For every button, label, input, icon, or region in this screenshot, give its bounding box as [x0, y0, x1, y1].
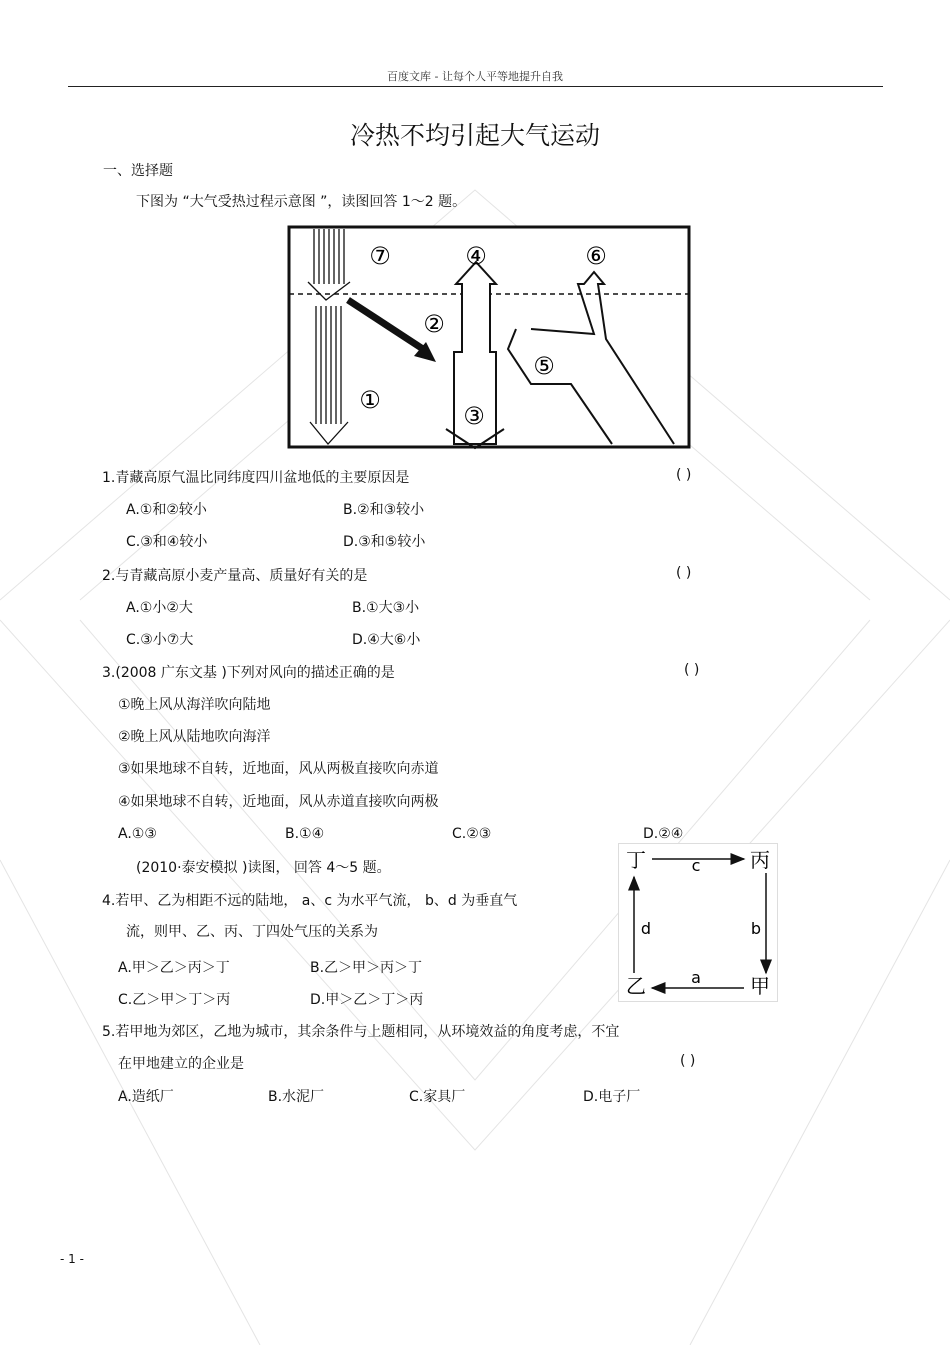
corner-bing: 丙 [750, 848, 770, 872]
q2-option-d: D.④大⑥小 [352, 632, 421, 648]
q3-option-c: C.②③ [452, 826, 492, 842]
q5-option-b: B.水泥厂 [268, 1089, 325, 1105]
label-5: ⑤ [533, 352, 555, 380]
section-heading: 一、选择题 [103, 163, 173, 179]
q3-option-a: A.①③ [118, 826, 157, 842]
label-d: d [640, 919, 652, 938]
q4-stem-line1: 4.若甲、乙为相距不远的陆地， a、c 为水平气流， b、d 为垂直气 [102, 893, 518, 909]
q3-answer-blank: ( ) [684, 662, 700, 678]
q3-statement-4: ④如果地球不自转，近地面，风从赤道直接吹向两极 [118, 794, 439, 810]
q2-option-b: B.①大③小 [352, 600, 420, 616]
q1-stem: 1.青藏高原气温比同纬度四川盆地低的主要原因是 [102, 470, 410, 486]
corner-jia: 甲 [750, 974, 770, 998]
q4-option-a: A.甲＞乙＞丙＞丁 [118, 960, 230, 976]
label-1: ① [359, 386, 381, 414]
label-4: ④ [465, 242, 487, 270]
q4-option-d: D.甲＞乙＞丁＞丙 [310, 992, 424, 1008]
q4-stem-line2: 流，则甲、乙、丙、丁四处气压的关系为 [126, 924, 378, 940]
q2-option-a: A.①小②大 [126, 600, 193, 616]
q5-option-a: A.造纸厂 [118, 1089, 174, 1105]
q5-option-c: C.家具厂 [409, 1089, 466, 1105]
heating-process-diagram [286, 224, 693, 454]
label-a: a [691, 968, 701, 987]
q5-option-d: D.电子厂 [583, 1089, 641, 1105]
q5-stem-line2: 在甲地建立的企业是 [118, 1056, 244, 1072]
q2-option-c: C.③小⑦大 [126, 632, 194, 648]
q1-option-b: B.②和③较小 [343, 502, 425, 518]
label-2: ② [423, 310, 445, 338]
q3-statement-2: ②晚上风从陆地吹向海洋 [118, 729, 271, 745]
intro-text: 下图为 “大气受热过程示意图 ”，读图回答 1～2 题。 [136, 194, 467, 210]
q3-statement-1: ①晚上风从海洋吹向陆地 [118, 697, 271, 713]
q2-answer-blank: ( ) [676, 565, 692, 581]
label-b: b [750, 919, 762, 938]
q1-option-c: C.③和④较小 [126, 534, 208, 550]
q3-stem: 3.(2008 广东文基 )下列对风向的描述正确的是 [102, 665, 395, 681]
intro-text-2: (2010·泰安模拟 )读图， 回答 4～5 题。 [136, 860, 391, 876]
page-title: 冷热不均引起大气运动 [349, 121, 600, 150]
page-header: 百度文库 - 让每个人平等地提升自我 [387, 70, 563, 83]
q3-option-b: B.①④ [285, 826, 325, 842]
label-7: ⑦ [369, 242, 391, 270]
page-number: - 1 - [60, 1252, 84, 1266]
circulation-diagram [618, 843, 778, 1003]
q2-stem: 2.与青藏高原小麦产量高、质量好有关的是 [102, 568, 368, 584]
label-6: ⑥ [585, 242, 607, 270]
header-rule [68, 86, 883, 87]
q3-statement-3: ③如果地球不自转，近地面，风从两极直接吹向赤道 [118, 761, 439, 777]
corner-ding: 丁 [626, 848, 646, 872]
label-c: c [691, 856, 701, 875]
q1-option-d: D.③和⑤较小 [343, 534, 426, 550]
q4-option-c: C.乙＞甲＞丁＞丙 [118, 992, 231, 1008]
q5-answer-blank: ( ) [680, 1053, 696, 1069]
label-3: ③ [463, 402, 485, 430]
q3-option-d: D.②④ [643, 826, 684, 842]
q4-option-b: B.乙＞甲＞丙＞丁 [310, 960, 423, 976]
q5-stem-line1: 5.若甲地为郊区，乙地为城市，其余条件与上题相同，从环境效益的角度考虑，不宜 [102, 1024, 620, 1040]
corner-yi: 乙 [626, 974, 646, 998]
q1-option-a: A.①和②较小 [126, 502, 207, 518]
q1-answer-blank: ( ) [676, 467, 692, 483]
